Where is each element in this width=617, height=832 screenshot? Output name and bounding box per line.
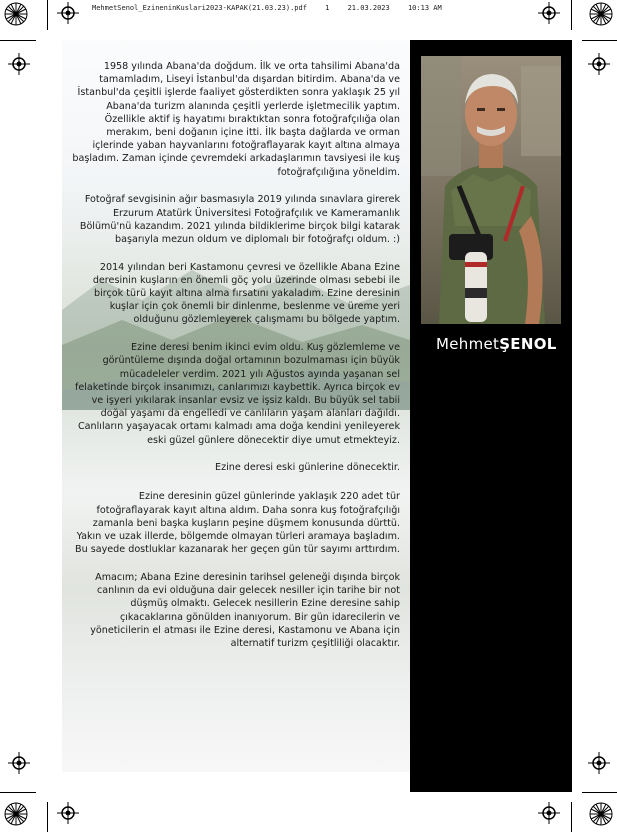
star-target-icon (589, 2, 613, 26)
registration-mark-icon (57, 802, 79, 824)
biography-paragraph: Amacım; Abana Ezine deresinin tarihsel geleneği dışında birçok canlının da evi olduğuna dair gelecek nesiller için tarihe bir not düşmüş olmaktı. Gelecek nesillerin Ezine deresine sahip çıkacaklarına gönülden inanıyorum. Bir gün idarecilerin ve yöneticilerin el atması ile Ezine deresi, Kastamonu ve Abana için alternatif turizm çeşitliliği olacaktır. (90, 572, 400, 650)
biography-paragraph: 1958 yılında Abana'da doğdum. İlk ve orta tahsilimi Abana'da tamamladım, Liseyi İstanbul'da dışardan bitirdim. Abana'da ve İstanbul'da çeşitli işlerde faaliyet gösterdikten sonra yaklaşık 25 yıl Abana'da turizm alanında çeşitli yerlerde işletmecilik yaptım. Özellikle aktif iş hayatımı bıraktıktan sonra fotoğrafçılığa olan merakım, beni doğanın içine itti. İlk başta dağlarda ve orman içlerinde yaban hayvanlarını fotoğraflayarak kayıt altına almaya başladım. Zaman içinde çevremdeki arkadaşlarımın tavsiyesi ile kuş fotoğrafçılığına yöneldim. (72, 61, 400, 178)
registration-mark-icon (8, 53, 30, 75)
author-portrait-image (421, 56, 561, 324)
author-portrait-photo (421, 56, 561, 324)
slug-date: 21.03.2023 (347, 4, 390, 12)
print-slug (92, 4, 456, 12)
registration-mark-icon (538, 802, 560, 824)
registration-mark-icon (588, 752, 610, 774)
slug-file-name: MehmetSenol_EzineninKuslari2023-KAPAK(21.03.23).pdf (92, 4, 307, 12)
crop-mark (582, 40, 617, 41)
crop-mark (47, 802, 48, 832)
crop-mark (47, 0, 48, 30)
crop-mark (571, 802, 572, 832)
slug-page-number: 1 (325, 4, 330, 12)
biography-text (70, 60, 400, 665)
star-target-icon (4, 2, 28, 26)
slug-time: 10:13 AM (407, 4, 442, 12)
registration-mark-icon (588, 53, 610, 75)
star-target-icon (4, 802, 28, 826)
crop-mark (0, 40, 36, 41)
biography-paragraph: Fotoğraf sevgisinin ağır basmasıyla 2019 yılında sınavlara girerek Erzurum Atatürk Üniversitesi Fotoğrafçılık ve Kameramanlık Bölümü'nü kazandım. 2021 yılında bildiklerime birçok bilgi katarak başarıyla mezun oldum ve diplomalı bir fotoğrafçı oldum. :) (79, 194, 400, 245)
registration-mark-icon (538, 2, 560, 24)
biography-paragraph: Ezine deresinin güzel günlerinde yaklaşık 220 adet tür fotoğraflayarak kayıt altına aldım. Daha sonra kuş fotoğrafçılığı zamanla beni başka kuşların peşine düşmem konusunda dürttü. Yakın ve uzak illerde, bölgemde olmayan türleri aramaya başladım. Bu sayede dostluklar kazanarak her geçen gün tür sayımı arttırdım. (75, 491, 400, 556)
crop-mark (0, 792, 36, 793)
biography-paragraph: 2014 yılından beri Kastamonu çevresi ve özellikle Abana Ezine deresinin kuşların en önemli göç yolu üzerinde olması sebebi ile birçok türü kayıt altına alma fırsatını yakaladım. Ezine deresinin kuşlar için çok önemli bir dinlenme, beslenme ve üreme yeri olduğunu gözlemleyerek çalışmamı bu bölgede yaptım. (92, 261, 400, 326)
biography-paragraph: Ezine deresi benim ikinci evim oldu. Kuş gözlemleme ve görüntüleme dışında doğal ortamının bozulmaması için büyük mücadeleler verdim. 2021 yılı Ağustos ayında yaşanan sel felaketinde birçok insanımızı, canlarımızı kaybettik. Ayrıca birçok ev ve işyeri yıkılarak insanlar evsiz ve işsiz kaldı. Bu büyük sel tabii doğal yaşamı da engelledi ve canlıların yaşam alanları dağıldı. Canlıların yaşayacak ortamı kalmadı ama doğa kendini yenileyerek eski güzel günlere dönecektir diye umut etmekteyiz. (74, 342, 400, 446)
author-first-name: Mehmet (436, 335, 500, 353)
star-target-icon (589, 802, 613, 826)
biography-paragraph: Ezine deresi eski günlerine dönecektir. (215, 462, 400, 474)
registration-mark-icon (8, 752, 30, 774)
crop-mark (582, 792, 617, 793)
registration-mark-icon (57, 2, 79, 24)
author-name (436, 335, 557, 353)
author-last-name: ŞENOL (499, 335, 557, 353)
crop-mark (571, 0, 572, 30)
cover-page (62, 40, 572, 792)
